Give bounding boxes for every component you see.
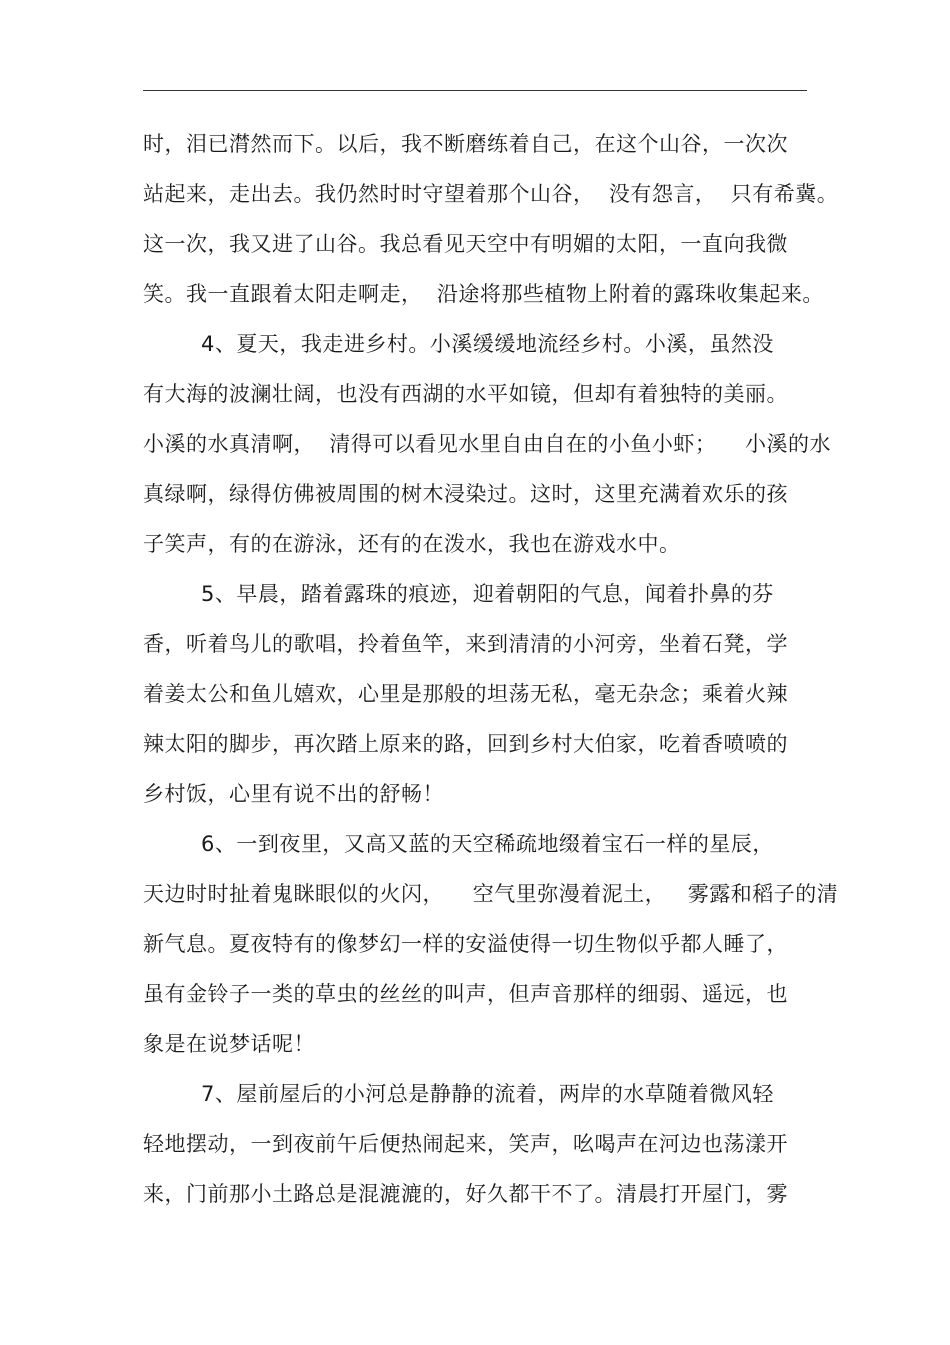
text-line: 虽有金铃子一类的草虫的丝丝的叫声，但声音那样的细弱、遥远，也 [143, 982, 788, 1006]
text-line: 这一次，我又进了山谷。我总看见天空中有明媚的太阳，一直向我微 [143, 232, 788, 256]
text-line: 香，听着鸟儿的歌唱，拎着鱼竿，来到清清的小河旁，坐着石凳，学 [143, 632, 788, 656]
text-line: 象是在说梦话呢！ [143, 1032, 315, 1056]
text-line: 有大海的波澜壮阔，也没有西湖的水平如镜，但却有着独特的美丽。 [143, 382, 788, 406]
text-line: 辣太阳的脚步，再次踏上原来的路，回到乡村大伯家，吃着香喷喷的 [143, 732, 788, 756]
text-line: 子笑声，有的在游泳，还有的在泼水，我也在游戏水中。 [143, 532, 681, 556]
text-line: 站起来，走出去。我仍然时时守望着那个山谷， 没有怨言， 只有希冀。 [143, 182, 839, 206]
header-rule [143, 90, 807, 91]
paragraph-first-line: 5、早晨，踏着露珠的痕迹，迎着朝阳的气息，闻着扑鼻的芬 [201, 582, 774, 606]
text-line: 小溪的水真清啊， 清得可以看见水里自由自在的小鱼小虾； 小溪的水 [143, 432, 832, 456]
text-line: 笑。我一直跟着太阳走啊走， 沿途将那些植物上附着的露珠收集起来。 [143, 282, 824, 306]
paragraph-first-line: 4、夏天，我走进乡村。小溪缓缓地流经乡村。小溪，虽然没 [201, 332, 774, 356]
text-line: 来，门前那小土路总是混漉漉的，好久都干不了。清晨打开屋门，雾 [143, 1182, 788, 1206]
text-line: 轻地摆动，一到夜前午后便热闹起来，笑声，吆喝声在河边也荡漾开 [143, 1132, 788, 1156]
text-line: 着姜太公和鱼儿嬉欢，心里是那般的坦荡无私，毫无杂念；乘着火辣 [143, 682, 788, 706]
text-line: 新气息。夏夜特有的像梦幻一样的安溢使得一切生物似乎都人睡了， [143, 932, 788, 956]
paragraph-first-line: 7、屋前屋后的小河总是静静的流着，两岸的水草随着微风轻 [201, 1082, 774, 1106]
text-line: 乡村饭，心里有说不出的舒畅！ [143, 782, 444, 806]
text-line: 真绿啊，绿得仿佛被周围的树木浸染过。这时，这里充满着欢乐的孩 [143, 482, 788, 506]
text-line: 时，泪已潸然而下。以后，我不断磨练着自己，在这个山谷，一次次 [143, 132, 788, 156]
text-line: 天边时时扯着鬼眯眼似的火闪， 空气里弥漫着泥土， 雾露和稻子的清 [143, 882, 839, 906]
paragraph-first-line: 6、一到夜里，又高又蓝的天空稀疏地缀着宝石一样的星辰， [201, 832, 774, 856]
